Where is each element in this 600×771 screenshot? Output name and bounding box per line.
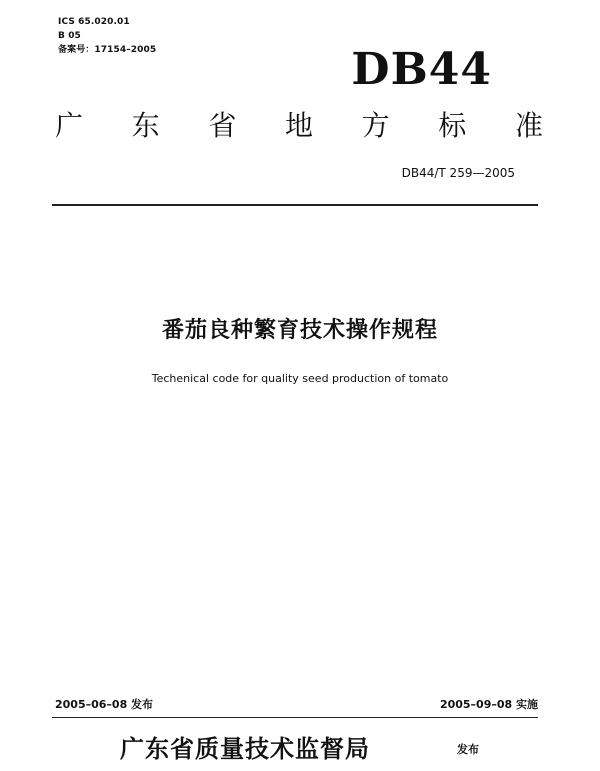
standard-type-char: 方 bbox=[361, 109, 390, 142]
standard-type-char: 标 bbox=[438, 109, 467, 142]
publish-date: 2005–06–08 发布 bbox=[55, 698, 154, 711]
ccs-code: B 05 bbox=[58, 31, 81, 41]
bottom-divider bbox=[52, 717, 538, 718]
top-divider bbox=[52, 204, 538, 206]
standard-type-char: 广 bbox=[55, 109, 84, 142]
issue-label: 发布 bbox=[457, 743, 479, 756]
standard-type-char: 准 bbox=[514, 109, 543, 142]
ics-code: ICS 65.020.01 bbox=[58, 17, 130, 27]
issuing-authority: 广东省质量技术监督局 bbox=[120, 734, 370, 763]
implement-date: 2005–09–08 实施 bbox=[439, 698, 538, 711]
standard-type-char: 东 bbox=[131, 109, 160, 142]
standard-type-heading bbox=[55, 108, 543, 144]
record-number: 备案号：17154–2005 bbox=[58, 45, 157, 55]
standard-type-char: 省 bbox=[208, 109, 237, 142]
standard-type-char: 地 bbox=[284, 109, 313, 142]
document-title-english: Techenical code for quality seed production of tomato bbox=[151, 372, 449, 385]
document-title-chinese: 番茄良种繁育技术操作规程 bbox=[161, 318, 438, 343]
standard-number: DB44/T 259—2005 bbox=[401, 166, 515, 180]
standard-code-logo: DB44 bbox=[351, 44, 492, 95]
